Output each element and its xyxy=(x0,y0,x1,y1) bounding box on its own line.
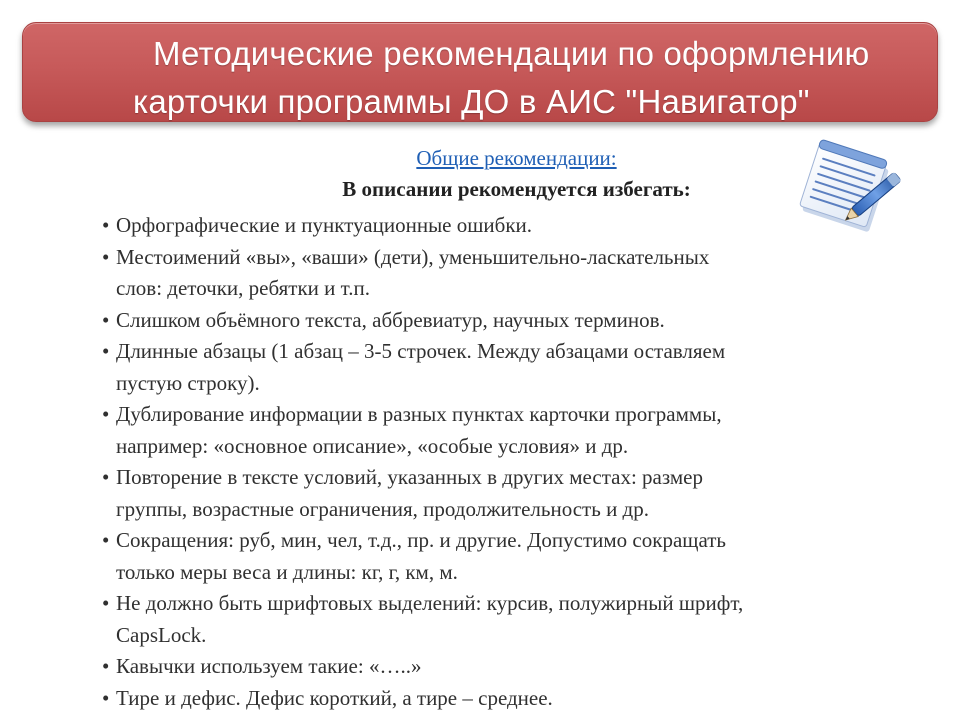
title-line-2: карточки программы ДО в АИС "Навигатор" xyxy=(133,83,810,120)
bullet-marker: • xyxy=(102,465,110,489)
bullet-marker: • xyxy=(102,307,110,332)
list-item xyxy=(102,683,922,715)
list-item xyxy=(102,305,922,337)
list-item xyxy=(102,399,922,462)
list-item-text: CapsLock. xyxy=(116,622,207,647)
list-item xyxy=(102,525,922,588)
title-banner xyxy=(22,22,938,122)
list-item xyxy=(102,242,922,305)
list-item-text: например: «основное описание», «особые условия» и др. xyxy=(116,433,629,458)
bullet-marker: • xyxy=(102,213,110,237)
list-item-text: только меры веса и длины: кг, г, км, м. xyxy=(116,559,458,584)
list-item-text: Кавычки используем такие: «…..» xyxy=(116,654,422,678)
list-item-text: Местоимений «вы», «ваши» (дети), уменьшительно-ласкательных xyxy=(116,244,710,269)
section-heading: В описании рекомендуется избегать: xyxy=(342,177,691,201)
list-item xyxy=(102,210,922,242)
bullet-marker: • xyxy=(102,528,110,552)
bullet-marker: • xyxy=(102,339,110,363)
list-item-text: Дублирование информации в разных пунктах карточки программы, xyxy=(116,402,722,426)
section-subtitle: Общие рекомендации: xyxy=(416,146,617,170)
bullet-marker: • xyxy=(102,654,110,678)
list-item-text: Орфографические и пунктуационные ошибки. xyxy=(116,213,533,237)
list-item-text: Не должно быть шрифтовых выделений: курсив, полужирный шрифт, xyxy=(116,591,744,615)
list-item xyxy=(102,462,922,525)
list-item-text: Длинные абзацы (1 абзац – 3-5 строчек. Между абзацами оставляем xyxy=(116,339,726,363)
title-line-1: Методические рекомендации по оформлению xyxy=(153,35,870,72)
list-item xyxy=(102,336,922,399)
list-item-text: пустую строку). xyxy=(116,370,260,395)
list-item-text: группы, возрастные ограничения, продолжительность и др. xyxy=(116,496,649,521)
list-item-text: Сокращения: руб, мин, чел, т.д., пр. и другие. Допустимо сокращать xyxy=(116,528,726,552)
recommendation-list xyxy=(102,210,922,714)
list-item-text: Слишком объёмного текста, аббревиатур, научных терминов. xyxy=(116,307,665,332)
bullet-marker: • xyxy=(102,402,110,426)
bullet-marker: • xyxy=(102,685,110,710)
bullet-marker: • xyxy=(102,591,110,615)
list-item-text: Повторение в тексте условий, указанных в других местах: размер xyxy=(116,465,703,489)
list-item xyxy=(102,651,922,683)
list-item-text: Тире и дефис. Дефис короткий, а тире – среднее. xyxy=(116,685,553,710)
list-item xyxy=(102,588,922,651)
bullet-marker: • xyxy=(102,244,110,269)
list-item-text: слов: деточки, ребятки и т.п. xyxy=(116,276,370,300)
